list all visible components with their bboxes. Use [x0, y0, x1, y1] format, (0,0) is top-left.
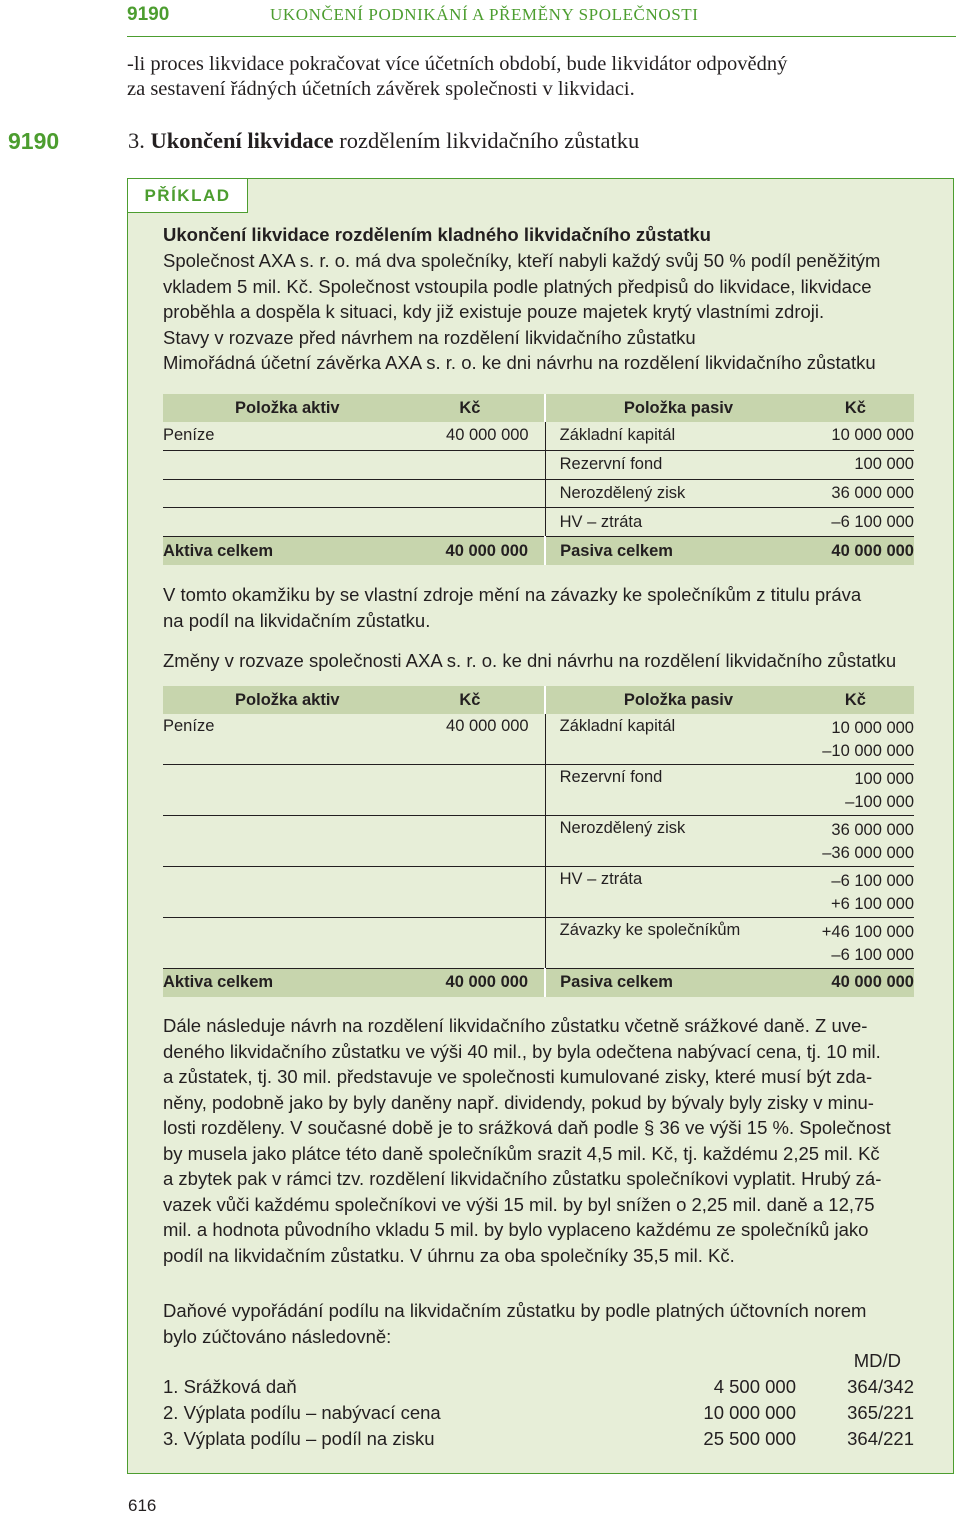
table-cell: HV – ztráta — [545, 867, 797, 918]
booking-label: 2. Výplata podílu – nabývací cena — [163, 1402, 441, 1423]
balance-table-changes — [163, 686, 914, 997]
table-cell: Peníze — [163, 422, 412, 450]
table-cell: Nerozdělený zisk — [545, 479, 797, 508]
column-header: Kč — [412, 394, 545, 422]
booking-account: 364/342 — [847, 1376, 914, 1397]
margin-number: 9190 — [8, 128, 60, 154]
paragraph-line: V tomto okamžiku by se vlastní zdroje mění na závazky ke společníkům z titulu práva — [163, 584, 862, 605]
example-paragraph — [163, 1298, 923, 1349]
table-cell — [412, 450, 545, 479]
paragraph-line: mil. a hodnota původního vkladu 5 mil. by bylo vyplaceno každému ze společníků jako — [163, 1219, 869, 1240]
table-row — [163, 714, 914, 765]
booking-header-row — [163, 1350, 914, 1376]
amount: –100 000 — [845, 792, 914, 811]
table-cell: Rezervní fond — [545, 450, 797, 479]
booking-amount: 10 000 000 — [703, 1402, 796, 1423]
paragraph-line: podíl na likvidačním zůstatku. V úhrnu za oba společníky 35,5 mil. Kč. — [163, 1244, 735, 1266]
table-cell — [163, 816, 412, 867]
table-cell — [163, 765, 412, 816]
table-row — [163, 422, 914, 450]
paragraph-line: a zůstatek, tj. 30 mil. představuje ve společnosti kumulované zisky, které musí být zda- — [163, 1066, 873, 1087]
paragraph-line: a zbytek pak v rámci tzv. rozdělení likvidačního zůstatku společníkovi vyplatit. Hrubý zá- — [163, 1168, 882, 1189]
table-cell — [797, 714, 914, 765]
table-cell: Pasiva celkem — [545, 969, 797, 997]
booking-account: 365/221 — [847, 1402, 914, 1423]
table-cell: 40 000 000 — [797, 537, 914, 565]
example-tag: PŘÍKLAD — [127, 178, 248, 213]
amount: –36 000 000 — [822, 843, 914, 862]
table-cell — [797, 867, 914, 918]
table-cell — [412, 479, 545, 508]
booking-row — [163, 1376, 914, 1402]
paragraph-line: proběhla a dospěla k situaci, kdy již existuje pouze majetek krytý vlastními zdroji. — [163, 301, 825, 322]
table-caption: Stavy v rozvaze před návrhem na rozdělení likvidačního zůstatku — [163, 326, 696, 348]
paragraph-line: na podíl na likvidačním zůstatku. — [163, 609, 431, 631]
table-cell — [163, 508, 412, 537]
amount: 100 000 — [854, 770, 914, 788]
table-row — [163, 450, 914, 479]
column-header: Položka aktiv — [163, 394, 412, 422]
table-caption: Změny v rozvaze společnosti AXA s. r. o. ke dni návrhu na rozdělení likvidačního zůstatku — [163, 650, 897, 671]
table-cell: Závazky ke společníkům — [545, 918, 797, 969]
amount: +46 100 000 — [821, 923, 914, 941]
table-cell: Nerozdělený zisk — [545, 816, 797, 867]
table-row — [163, 765, 914, 816]
paragraph-line: něny, podobně jako by byly daněny např. dividendy, pokud by bývaly byly zisky v minu- — [163, 1091, 874, 1113]
table-cell: 40 000 000 — [412, 714, 545, 765]
amount: +6 100 000 — [830, 894, 914, 913]
amount: –6 100 000 — [831, 945, 914, 964]
paragraph-line: vkladem 5 mil. Kč. Společnost vstoupila podle platných předpisů do likvidace, likvidace — [163, 275, 872, 297]
table-caption: Mimořádná účetní závěrka AXA s. r. o. ke dni návrhu na rozdělení likvidačního zůstatku — [163, 352, 876, 373]
intro-line: -li proces likvidace pokračovat více účetních období, bude likvidátor odpovědný — [127, 53, 788, 75]
table-cell: Základní kapitál — [545, 422, 797, 450]
table-cell — [412, 508, 545, 537]
booking-amount: 25 500 000 — [703, 1428, 796, 1449]
table-row — [163, 508, 914, 537]
amount: 10 000 000 — [831, 719, 914, 737]
table-cell — [412, 918, 545, 969]
column-header: Kč — [797, 686, 914, 714]
table-cell — [163, 867, 412, 918]
table-cell — [797, 816, 914, 867]
column-header: Kč — [412, 686, 545, 714]
example-title: Ukončení likvidace rozdělením kladného likvidačního zůstatku — [163, 224, 711, 245]
paragraph-line: Dále následuje návrh na rozdělení likvidačního zůstatku včetně srážkové daně. Z uve- — [163, 1015, 868, 1036]
table-cell: 100 000 — [797, 450, 914, 479]
table-row — [163, 816, 914, 867]
table-cell: Aktiva celkem — [163, 537, 412, 565]
booking-row — [163, 1428, 914, 1454]
table-cell — [163, 479, 412, 508]
running-header-number: 9190 — [127, 4, 170, 25]
section-number: 3. — [128, 128, 145, 153]
paragraph-line: losti rozděleny. V současné době je to srážková daň podle § 36 ve výši 15 %. Společnost — [163, 1117, 891, 1138]
table-cell: HV – ztráta — [545, 508, 797, 537]
table-header-row — [163, 686, 914, 714]
table-row — [163, 918, 914, 969]
amount: –6 100 000 — [831, 872, 914, 890]
column-header: Položka pasiv — [545, 686, 797, 714]
intro-line: za sestavení řádných účetních závěrek společnosti v likvidaci. — [127, 78, 635, 100]
booking-row — [163, 1402, 914, 1428]
table-cell: 40 000 000 — [412, 537, 545, 565]
table-cell: –6 100 000 — [797, 508, 914, 537]
header-rule — [127, 36, 956, 37]
table-cell: 40 000 000 — [412, 969, 545, 997]
table-header-row — [163, 394, 914, 422]
table-cell: Pasiva celkem — [545, 537, 797, 565]
booking-amount: 4 500 000 — [713, 1376, 796, 1397]
paragraph-line: by musela jako plátce této daně společníkům srazit 4,5 mil. Kč, tj. každému 2,25 mil. Kč — [163, 1142, 880, 1164]
section-title-bold: Ukončení likvidace — [150, 128, 334, 153]
table-cell — [412, 867, 545, 918]
running-header-title: UKONČENÍ PODNIKÁNÍ A PŘEMĚNY SPOLEČNOSTI — [270, 5, 699, 24]
booking-account: 364/221 — [847, 1428, 914, 1449]
table-cell: Rezervní fond — [545, 765, 797, 816]
example-paragraph — [163, 1013, 923, 1268]
table-row — [163, 867, 914, 918]
column-header: Položka aktiv — [163, 686, 412, 714]
section-title-rest: rozdělením likvidačního zůstatku — [333, 128, 640, 153]
table-cell — [163, 450, 412, 479]
table-cell — [412, 816, 545, 867]
table-cell: 36 000 000 — [797, 479, 914, 508]
section-heading — [128, 128, 639, 154]
paragraph-line: bylo zúčtováno následovně: — [163, 1325, 392, 1347]
table-cell — [163, 918, 412, 969]
amount: –10 000 000 — [822, 741, 914, 760]
table-cell: 10 000 000 — [797, 422, 914, 450]
booking-label: 1. Srážková daň — [163, 1376, 297, 1397]
paragraph-line: deného likvidačního zůstatku ve výši 40 mil., by byla odečtena nabývací cena, tj. 10 mil. — [163, 1040, 881, 1062]
example-paragraph — [163, 582, 923, 633]
table-total-row — [163, 537, 914, 565]
table-cell — [412, 765, 545, 816]
booking-list — [163, 1350, 914, 1454]
intro-paragraph — [127, 52, 957, 102]
column-header: Kč — [797, 394, 914, 422]
paragraph-line: Společnost AXA s. r. o. má dva společníky, kteří nabyli každý svůj 50 % podíl peněžitým — [163, 250, 881, 271]
table-cell: Aktiva celkem — [163, 969, 412, 997]
booking-header: MD/D — [853, 1350, 901, 1371]
table-cell — [797, 918, 914, 969]
paragraph-line: vazek vůči každému společníkovi ve výši 15 mil. by byl snížen o 2,25 mil. daně a 12,75 — [163, 1193, 875, 1215]
paragraph-line: Daňové vypořádání podílu na likvidačním zůstatku by podle platných účtovních norem — [163, 1300, 867, 1321]
table-total-row — [163, 969, 914, 997]
table-cell: Základní kapitál — [545, 714, 797, 765]
table-cell: Peníze — [163, 714, 412, 765]
table-cell: 40 000 000 — [797, 969, 914, 997]
table-row — [163, 479, 914, 508]
amount: 36 000 000 — [831, 821, 914, 839]
table-cell: 40 000 000 — [412, 422, 545, 450]
page-number: 616 — [128, 1496, 157, 1515]
column-header: Položka pasiv — [545, 394, 797, 422]
example-paragraph — [163, 248, 923, 376]
balance-table-before — [163, 394, 914, 565]
table-cell — [797, 765, 914, 816]
booking-label: 3. Výplata podílu – podíl na zisku — [163, 1428, 435, 1449]
